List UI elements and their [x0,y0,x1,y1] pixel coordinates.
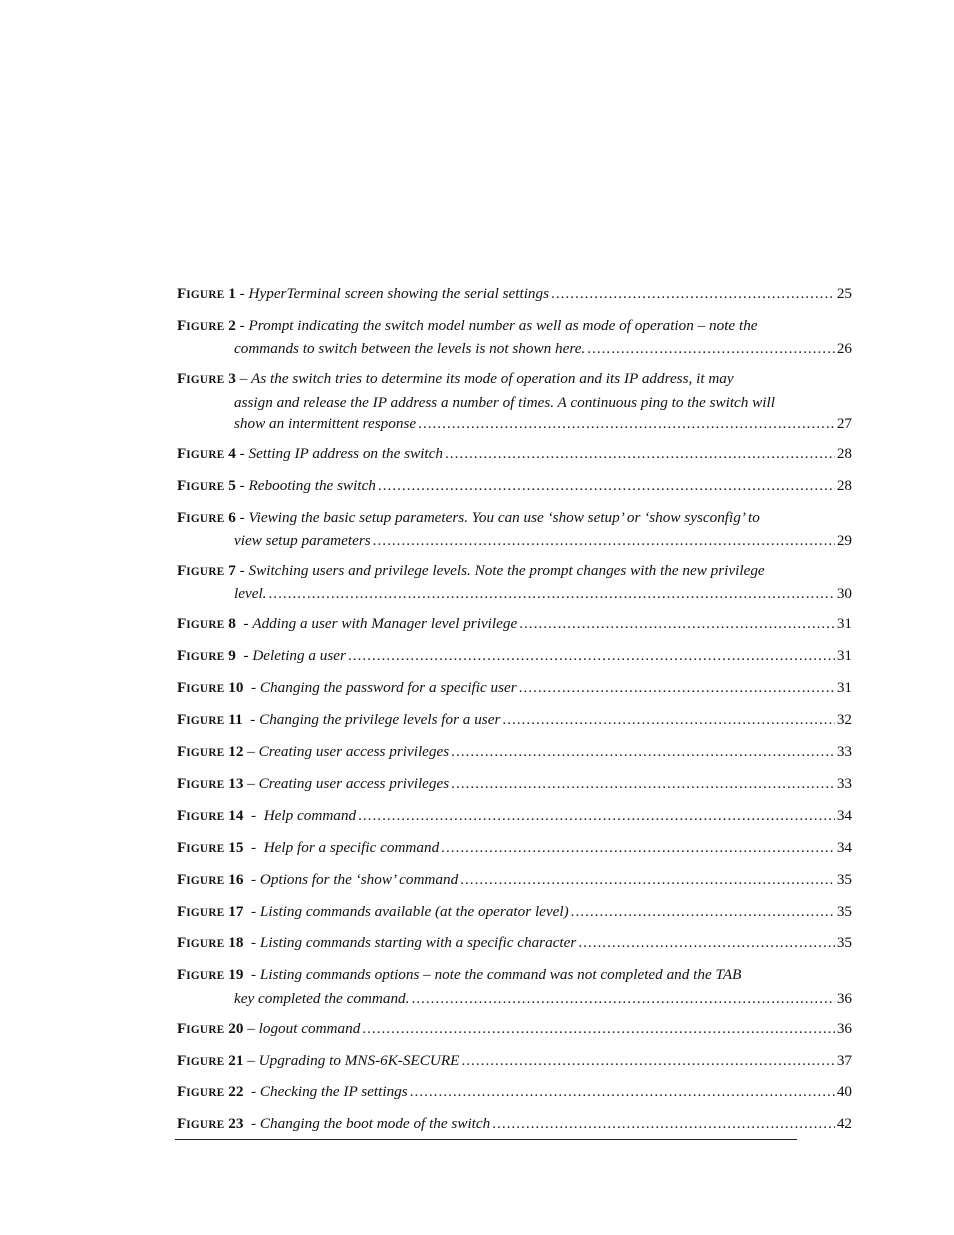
toc-entry-line [177,709,852,732]
figure-number: 1 [228,285,236,302]
figure-title: As the switch tries to determine its mode of operation and its IP address, it may [251,370,734,388]
page-number: 25 [836,285,852,302]
figure-label-rest: IGURE [186,619,225,632]
toc-entry[interactable] [177,368,852,434]
figure-label [177,283,249,306]
page-number: 34 [836,806,852,824]
toc-entry-line [177,583,852,604]
figure-label-rest: IGURE [186,747,225,759]
figure-label-rest: IGURE [186,683,225,696]
toc-entry[interactable] [177,805,852,828]
figure-title: Creating user access privileges [258,774,450,792]
figure-label-initial: F [177,1115,187,1133]
figure-label-initial: F [177,647,187,665]
dot-leader [348,645,835,666]
page-number: 31 [836,679,852,697]
page-number: 36 [836,989,852,1007]
toc-entry-line [177,560,852,583]
figure-label-rest: IGURE [186,715,225,728]
figure-label [177,964,260,987]
figure-title: Help command [263,806,357,824]
figure-separator: - [243,966,260,984]
figure-number: 18 [228,934,244,952]
toc-entry-line [177,613,852,636]
figure-title: Listing commands options – note the command was not completed and the TAB [259,966,742,984]
toc-entry[interactable] [177,507,852,552]
figure-label-rest: IGURE [186,778,225,791]
figure-label [177,741,259,764]
page-number: 33 [836,774,852,792]
figure-title: Upgrading to MNS-6K-SECURE [258,1051,460,1069]
figure-label-initial: F [177,743,187,760]
page-number: 29 [836,532,852,550]
figure-label-rest: IGURE [186,289,225,301]
figure-title: Help for a specific command [263,838,440,856]
figure-label [177,645,252,668]
figure-separator: - [243,1083,260,1101]
figure-label-rest: IGURE [186,374,225,387]
figure-number: 21 [228,1051,244,1069]
toc-entry-line [177,964,852,987]
figure-title: show an intermittent response [234,415,417,433]
figure-number: 8 [228,615,236,633]
figure-label-rest: IGURE [186,1087,225,1100]
page-number: 36 [836,1019,852,1037]
figure-label [177,901,260,924]
figure-label [177,613,252,636]
dot-leader [451,741,835,762]
figure-title: Changing the boot mode of the switch [259,1115,491,1133]
figure-separator: - [242,711,260,729]
toc-entry-line [177,869,852,892]
figure-number: 7 [228,562,236,580]
page-number: 33 [836,743,852,760]
figure-separator: - [243,806,264,824]
dot-leader [411,988,834,1009]
figure-number: 22 [228,1083,244,1101]
dot-leader [587,338,835,359]
figure-number: 13 [228,774,244,792]
figure-title: Options for the ‘show’ command [259,870,459,888]
figure-label-initial: F [177,615,187,633]
figure-label-initial: F [177,444,187,462]
page-number: 40 [836,1083,852,1101]
figure-separator: – [243,743,259,760]
toc-entry[interactable] [177,1081,852,1104]
figure-label-rest: IGURE [186,1119,225,1132]
figure-label-rest: IGURE [186,1055,225,1068]
figure-separator: – [243,1019,259,1037]
figure-label [177,932,260,955]
figure-label-rest: IGURE [186,512,225,525]
figure-label-initial: F [177,774,187,792]
figure-separator: - [235,444,249,462]
figure-title: Changing the password for a specific user [259,679,517,697]
figure-number: 12 [228,743,244,760]
figure-separator: - [235,476,249,494]
page-number: 34 [836,838,852,856]
page-number: 35 [836,870,852,888]
dot-leader [519,677,835,698]
figure-label-initial: F [177,508,187,526]
figure-label-rest: IGURE [186,448,225,461]
figure-label [177,677,260,700]
figure-separator: - [235,562,249,580]
figure-separator: – [235,370,252,388]
toc-entry-line [177,837,852,860]
toc-entry-line [177,932,852,955]
figure-number: 19 [228,966,244,984]
toc-entry-line [177,315,852,338]
figure-label [177,837,264,860]
figure-separator: - [235,508,249,526]
figure-number: 9 [228,647,236,665]
toc-entry[interactable] [177,869,852,892]
list-of-figures [177,283,852,1145]
toc-entry-line [177,901,852,924]
figure-label [177,443,249,466]
toc-entry-line [177,1050,852,1073]
toc-entry-line [177,773,852,796]
toc-entry[interactable] [177,1050,852,1073]
toc-entry-line [177,805,852,828]
toc-entry[interactable] [177,741,852,764]
figure-label-initial: F [177,870,187,888]
toc-entry-line [177,1081,852,1104]
toc-entry[interactable] [177,475,852,498]
toc-entry-line [177,741,852,764]
figure-label-rest: IGURE [186,1023,225,1036]
figure-separator: - [243,1115,260,1133]
figure-label-initial: F [177,934,187,952]
figure-label-initial: F [177,1083,187,1101]
toc-entry[interactable] [177,932,852,955]
figure-label [177,869,260,892]
toc-entry[interactable] [177,901,852,924]
figure-title: Listing commands available (at the operator level) [259,902,569,920]
toc-entry-line [177,475,852,498]
dot-leader [492,1113,835,1134]
figure-label-initial: F [177,476,187,494]
figure-label-rest: IGURE [186,810,225,823]
toc-entry-line [177,368,852,391]
dot-leader [571,901,835,922]
figure-label [177,1050,259,1073]
figure-title: commands to switch between the levels is not shown here. [234,340,586,358]
figure-separator: – [243,774,259,792]
toc-entry[interactable] [177,1018,852,1041]
figure-label-rest: IGURE [186,938,225,951]
figure-label-rest: IGURE [186,970,225,983]
toc-entry-line [177,283,852,306]
dot-leader [445,443,835,464]
figure-number: 5 [228,476,236,494]
toc-entry[interactable] [177,315,852,360]
figure-title: Creating user access privileges [258,743,450,760]
toc-entry[interactable] [177,443,852,466]
figure-label [177,1081,260,1104]
dot-leader [358,805,835,826]
figure-label-rest: IGURE [186,906,225,919]
toc-entry-line [177,443,852,466]
figure-separator: - [235,285,249,302]
figure-title: key completed the command. [234,989,410,1007]
dot-leader [373,530,835,551]
figure-label-initial: F [177,679,187,697]
figure-number: 23 [228,1115,244,1133]
dot-leader [378,475,835,496]
figure-title: level. [234,585,267,603]
figure-label-initial: F [177,1019,187,1037]
toc-entry[interactable] [177,560,852,605]
figure-label-rest: IGURE [186,320,225,333]
page-number: 32 [836,711,852,729]
figure-label-rest: IGURE [186,651,225,664]
dot-leader [578,932,835,953]
figure-label-initial: F [177,711,187,729]
toc-entry[interactable] [177,283,852,306]
figure-label [177,1113,260,1136]
figure-separator: - [235,316,249,334]
figure-number: 16 [228,870,244,888]
figure-title: assign and release the IP address a number of times. A continuous ping to the switch will [234,393,775,411]
dot-leader [418,413,835,434]
figure-number: 6 [228,508,236,526]
page-number: 31 [836,647,852,665]
page-number: 28 [836,476,852,494]
figure-label [177,805,264,828]
figure-label-initial: F [177,370,187,388]
figure-separator: - [243,902,260,920]
page-number: 26 [836,340,852,358]
figure-label-initial: F [177,902,187,920]
figure-label-initial: F [177,285,187,302]
toc-entry-line [177,392,852,413]
dot-leader [410,1081,835,1102]
figure-number: 11 [228,711,243,729]
page-number: 28 [836,444,852,462]
dot-leader [519,613,835,634]
figure-label-rest: IGURE [186,480,225,493]
figure-label-rest: IGURE [186,874,225,887]
figure-separator: - [235,615,253,633]
figure-title: Switching users and privilege levels. Note the prompt changes with the new privilege [248,562,765,580]
toc-entry-line [177,988,852,1009]
figure-separator: – [243,1051,259,1069]
figure-label-initial: F [177,316,187,334]
figure-label [177,1018,259,1041]
figure-title: view setup parameters [234,532,371,550]
figure-label [177,475,249,498]
figure-title: Listing commands starting with a specific character [259,934,577,952]
dot-leader [451,773,835,794]
page-number: 37 [836,1051,852,1069]
figure-separator: - [243,934,260,952]
toc-entry[interactable] [177,709,852,732]
toc-entry[interactable] [177,613,852,636]
toc-entry[interactable] [177,1113,852,1136]
page-number: 30 [836,585,852,603]
figure-title: Prompt indicating the switch model number as well as mode of operation – note the [248,316,758,334]
dot-leader [441,837,835,858]
toc-entry-line [177,530,852,551]
figure-label [177,560,249,583]
toc-entry-line [177,1018,852,1041]
figure-label [177,773,259,796]
figure-separator: - [243,679,260,697]
toc-entry-line [177,645,852,668]
page-number: 31 [836,615,852,633]
figure-number: 20 [228,1019,244,1037]
toc-entry-line [177,338,852,359]
figure-number: 3 [228,370,236,388]
figure-number: 15 [228,838,244,856]
toc-entry[interactable] [177,645,852,668]
figure-label-initial: F [177,1051,187,1069]
page-number: 27 [836,415,852,433]
dot-leader [461,1050,834,1071]
toc-entry[interactable] [177,837,852,860]
figure-label [177,507,249,530]
figure-separator: - [243,870,260,888]
page-number: 35 [836,934,852,952]
dot-leader [502,709,834,730]
page-number: 35 [836,902,852,920]
dot-leader [551,283,835,304]
figure-label-initial: F [177,562,187,580]
figure-title: Changing the privilege levels for a user [259,711,501,729]
toc-entry-line [177,677,852,700]
toc-entry-line [177,507,852,530]
figure-number: 14 [228,806,244,824]
figure-number: 10 [228,679,244,697]
figure-title: Rebooting the switch [248,476,376,494]
toc-entry[interactable] [177,677,852,700]
toc-entry-line [177,1113,852,1136]
dot-leader [460,869,835,890]
figure-label [177,315,249,338]
figure-number: 2 [228,316,236,334]
toc-entry[interactable] [177,773,852,796]
figure-title: Viewing the basic setup parameters. You can use ‘show setup’ or ‘show sysconfig’ to [248,508,760,526]
toc-entry-line [177,413,852,434]
figure-label-initial: F [177,838,187,856]
figure-title: Deleting a user [252,647,346,665]
dot-leader [268,583,834,604]
figure-label-rest: IGURE [186,566,225,579]
figure-number: 4 [228,444,236,462]
toc-entry[interactable] [177,964,852,1009]
figure-separator: - [243,838,264,856]
figure-label-initial: F [177,966,187,984]
page-number: 42 [836,1115,852,1133]
footer-rule [175,1139,797,1140]
figure-label-rest: IGURE [186,842,225,855]
figure-title: Setting IP address on the switch [248,444,443,462]
figure-number: 17 [228,902,244,920]
figure-label [177,709,259,732]
figure-separator: - [235,647,253,665]
figure-label [177,368,251,391]
figure-label-initial: F [177,806,187,824]
figure-title: Adding a user with Manager level privilege [252,615,518,633]
figure-title: Checking the IP settings [259,1083,408,1101]
figure-title: logout command [258,1019,361,1037]
dot-leader [362,1018,835,1039]
figure-title: HyperTerminal screen showing the serial settings [248,285,550,302]
